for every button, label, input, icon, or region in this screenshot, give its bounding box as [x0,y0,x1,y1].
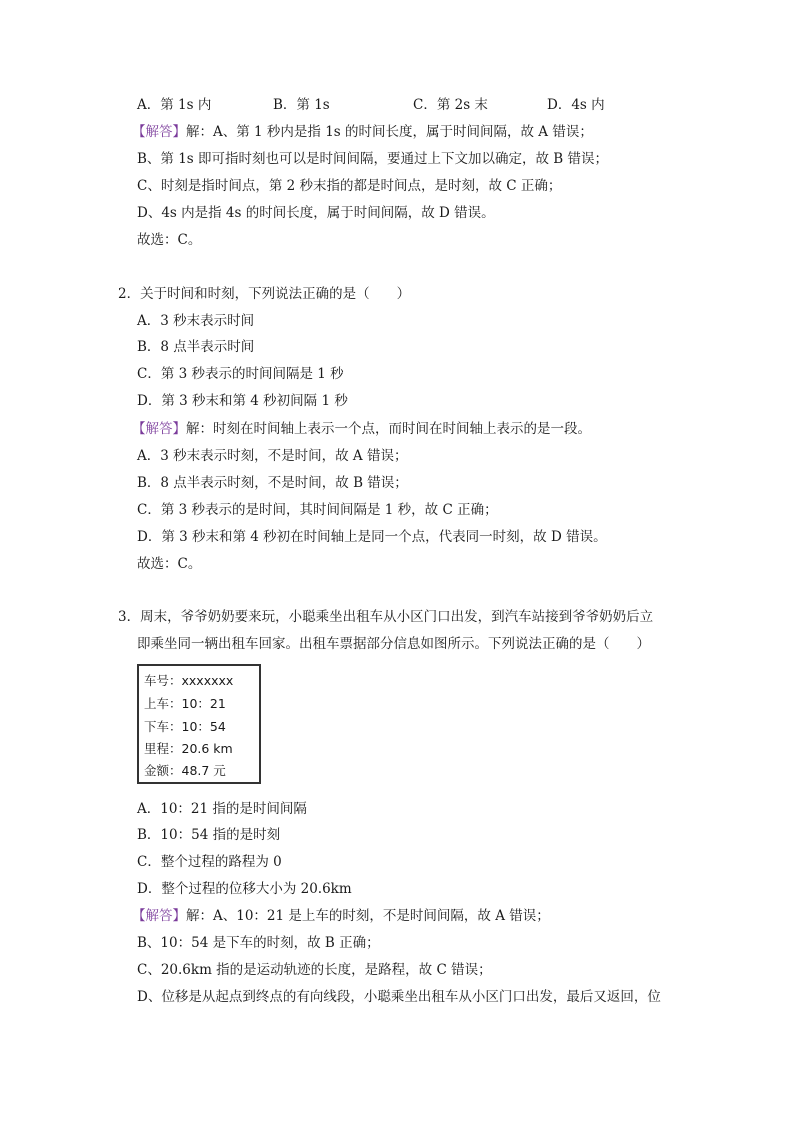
q1-option-a: A．第 1s 内 [137,97,212,113]
receipt-alight-time: 下车：10：54 [144,719,226,734]
q1-answer-line-4: D、4s 内是指 4s 的时间长度，属于时间间隔，故 D 错误。 [137,205,495,221]
q2-option-b: B．8 点半表示时间 [137,339,255,355]
q1-option-c: C．第 2s 末 [413,97,488,113]
q2-answer-line-2: A．3 秒末表示时刻，不是时间，故 A 错误； [137,448,408,464]
taxi-receipt-image [137,664,261,784]
q3-stem-line-2: 即乘坐同一辆出租车回家。出租车票据部分信息如图所示。下列说法正确的是（ ） [137,636,650,652]
q1-option-b: B．第 1s [273,97,330,113]
q2-answer-line-3: B．8 点半表示时刻，不是时间，故 B 错误； [137,475,408,491]
q3-option-b: B．10：54 指的是时刻 [137,827,281,843]
receipt-car-number: 车号：xxxxxxx [144,673,234,688]
answer-tag: 【解答】 [132,908,186,924]
q3-option-a: A．10：21 指的是时间间隔 [137,801,307,817]
q2-option-a: A．3 秒末表示时间 [137,313,255,329]
answer-text: 解：时刻在时间轴上表示一个点，而时间在时间轴上表示的是一段。 [186,421,591,437]
q2-stem: 2．关于时间和时刻，下列说法正确的是（ ） [118,286,411,302]
q3-option-d: D．整个过程的位移大小为 20.6km [137,881,352,897]
q3-answer-line-1 [132,906,550,926]
q1-options [137,95,657,115]
q2-option-c: C．第 3 秒表示的时间间隔是 1 秒 [137,366,344,382]
receipt-board-time: 上车：10：21 [144,696,226,711]
answer-tag: 【解答】 [132,421,186,437]
q3-option-c: C．整个过程的路程为 0 [137,854,282,870]
receipt-distance: 里程：20.6 km [144,741,233,756]
q2-answer-line-1 [132,419,591,439]
q1-answer-line-1 [132,122,593,142]
q1-answer-line-2: B、第 1s 即可指时刻也可以是时间间隔，要通过上下文加以确定，故 B 错误； [137,151,609,167]
q1-answer-conclusion: 故选：C。 [137,232,202,248]
q3-stem-line-1: 3．周末，爷爷奶奶要来玩，小聪乘坐出租车从小区门口出发，到汽车站接到爷爷奶奶后立 [118,609,654,625]
q1-option-d: D．4s 内 [547,97,605,113]
q2-answer-line-4: C．第 3 秒表示的是时间，其时间间隔是 1 秒，故 C 正确； [137,502,498,518]
q3-answer-line-4: D、位移是从起点到终点的有向线段，小聪乘坐出租车从小区门口出发，最后又返回，位 [137,989,661,1005]
receipt-fare: 金额：48.7 元 [144,763,226,778]
q1-answer-line-3: C、时刻是指时间点，第 2 秒末指的都是时间点，是时刻，故 C 正确； [137,178,562,194]
answer-tag: 【解答】 [132,124,186,140]
q3-answer-line-3: C、20.6km 指的是运动轨迹的长度，是路程，故 C 错误； [137,962,492,978]
answer-text: 解：A、10：21 是上车的时刻，不是时间间隔，故 A 错误； [186,908,550,924]
q3-answer-line-2: B、10：54 是下车的时刻，故 B 正确； [137,935,380,951]
q2-answer-conclusion: 故选：C。 [137,556,202,572]
q2-option-d: D．第 3 秒末和第 4 秒初间隔 1 秒 [137,393,348,409]
answer-text: 解：A、第 1 秒内是指 1s 的时间长度，属于时间间隔，故 A 错误； [186,124,593,140]
q2-answer-line-5: D．第 3 秒末和第 4 秒初在时间轴上是同一个点，代表同一时刻，故 D 错误。 [137,529,607,545]
